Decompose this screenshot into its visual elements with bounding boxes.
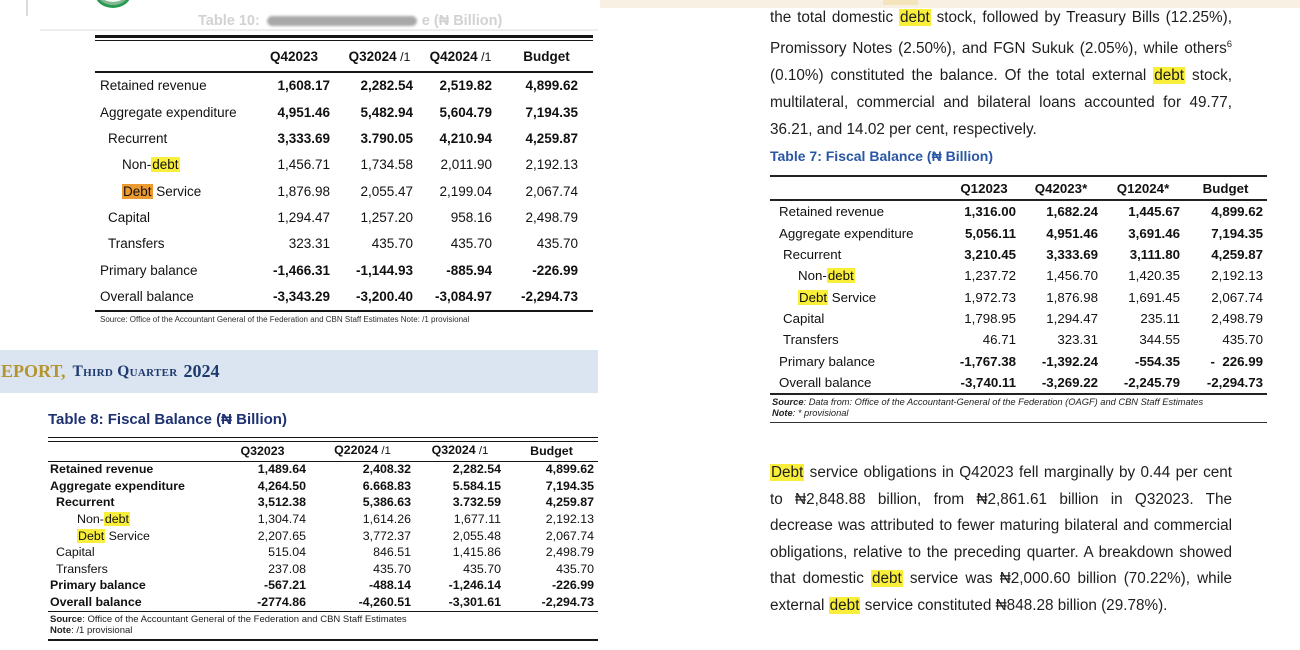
value-cell: - 226.99 bbox=[1210, 353, 1263, 369]
column-header: Budget bbox=[505, 441, 598, 461]
row-label bbox=[770, 244, 948, 265]
table-row bbox=[48, 561, 598, 578]
value-cell: 4,899.62 bbox=[545, 462, 594, 477]
row-label bbox=[48, 461, 215, 478]
table-row bbox=[95, 231, 593, 257]
report-quarter-label: Third Quarter bbox=[72, 362, 178, 380]
value-cell: 4,951.46 bbox=[277, 104, 330, 120]
fiscal-balance-table-7 bbox=[770, 175, 1267, 395]
text-segment: the total domestic bbox=[770, 9, 899, 26]
search-highlight: debt bbox=[899, 9, 930, 26]
value-cell: 435.70 bbox=[463, 561, 501, 576]
table-row bbox=[95, 205, 593, 231]
value-cell: 1,445.67 bbox=[1128, 204, 1180, 220]
table7-block bbox=[770, 175, 1267, 423]
value-cell: -3,301.61 bbox=[448, 595, 501, 610]
search-highlight: Debt bbox=[123, 183, 152, 199]
table-row bbox=[770, 200, 1267, 222]
text-segment: Non- bbox=[122, 157, 152, 173]
value-cell: 1,420.35 bbox=[1128, 268, 1180, 284]
value-cell: 1,257.20 bbox=[360, 210, 413, 226]
table-row bbox=[95, 152, 593, 178]
row-label bbox=[95, 258, 250, 284]
value-cell: 435.70 bbox=[371, 236, 413, 252]
label-column-header bbox=[48, 441, 215, 461]
column-header: Q32024 /1 bbox=[338, 41, 421, 73]
value-cell: 2,498.79 bbox=[525, 210, 578, 226]
paragraph-debt-stock bbox=[770, 4, 1232, 143]
text-segment: Capital bbox=[108, 210, 151, 226]
value-cell: 1,734.58 bbox=[360, 157, 413, 173]
value-cell: -1,392.24 bbox=[1041, 353, 1098, 369]
value-cell: 4,210.94 bbox=[439, 130, 492, 146]
row-label bbox=[95, 152, 250, 178]
row-label bbox=[48, 511, 215, 528]
value-cell: 5.584.15 bbox=[452, 478, 501, 493]
text-segment: Transfers bbox=[783, 332, 839, 348]
value-cell: 1,415.86 bbox=[452, 545, 501, 560]
text-segment: Overall balance bbox=[100, 289, 194, 305]
value-cell: 7,194.35 bbox=[545, 478, 594, 493]
value-cell: 435.70 bbox=[556, 561, 594, 576]
table10-title-suffix: e (₦ Billion) bbox=[421, 13, 503, 29]
table-row bbox=[48, 528, 598, 545]
value-cell: -3,343.29 bbox=[272, 289, 330, 305]
value-cell: -3,269.22 bbox=[1041, 375, 1098, 391]
value-cell: 2,207.65 bbox=[257, 528, 306, 543]
table-row bbox=[95, 258, 593, 284]
text-segment: service constituted ₦848.28 billion (29.78%). bbox=[860, 596, 1168, 614]
text-segment: stock, multilateral, commercial and bilateral loans accounted for 49.77, 36.21, and 14.02 per cent, respectively. bbox=[770, 67, 1233, 139]
report-year: 2024 bbox=[183, 361, 220, 381]
value-cell: 4,899.62 bbox=[525, 78, 578, 94]
text-segment: Service bbox=[105, 528, 150, 543]
text-segment: 6 bbox=[1226, 39, 1232, 50]
text-segment: Aggregate expenditure bbox=[100, 104, 237, 120]
row-label bbox=[95, 205, 250, 231]
report-header-band bbox=[0, 350, 598, 393]
text-segment: Primary balance bbox=[50, 578, 146, 593]
text-segment: Service bbox=[828, 289, 877, 305]
value-cell: 2,055.47 bbox=[360, 183, 413, 199]
value-cell: 2,192.13 bbox=[545, 512, 594, 527]
row-label bbox=[48, 495, 215, 512]
value-cell: 435.70 bbox=[1222, 332, 1263, 348]
table-row bbox=[48, 478, 598, 495]
value-cell: 4,259.87 bbox=[545, 495, 594, 510]
value-cell: 2,055.48 bbox=[452, 528, 501, 543]
value-cell: -488.14 bbox=[368, 578, 411, 593]
value-cell: 1,489.64 bbox=[257, 462, 306, 477]
value-cell: 1,798.95 bbox=[964, 311, 1016, 327]
text-segment: Transfers bbox=[108, 236, 165, 252]
text-segment: Capital bbox=[783, 311, 825, 327]
table-row bbox=[95, 72, 593, 99]
value-cell: 4,899.62 bbox=[1211, 204, 1263, 220]
value-cell: 2,011.90 bbox=[440, 157, 492, 173]
text-segment: Retained revenue bbox=[50, 462, 154, 477]
value-cell: 2,408.32 bbox=[362, 462, 411, 477]
value-cell: 3,512.38 bbox=[257, 495, 306, 510]
text-segment: Overall balance bbox=[50, 595, 142, 610]
table8-rule-wrap bbox=[48, 437, 598, 612]
table10-title-prefix: Table 10: bbox=[198, 13, 260, 29]
report-title-fragment: EPORT, bbox=[1, 361, 66, 381]
text-segment: Aggregate expenditure bbox=[50, 478, 185, 493]
value-cell: 6.668.83 bbox=[362, 478, 411, 493]
column-header: Q32024 /1 bbox=[415, 441, 505, 461]
paragraph-debt-service bbox=[770, 460, 1232, 619]
text-segment: Capital bbox=[56, 545, 95, 560]
value-cell: 1,237.72 bbox=[964, 268, 1016, 284]
row-label bbox=[770, 351, 948, 372]
table7-title: Table 7: Fiscal Balance (₦ Billion) bbox=[770, 148, 994, 164]
column-header: Q42024 /1 bbox=[421, 41, 500, 73]
text-segment: Note bbox=[50, 624, 72, 636]
text-segment: (0.10%) constituted the balance. Of the total external bbox=[770, 67, 1154, 85]
value-cell: 1,608.17 bbox=[277, 78, 330, 94]
text-segment: service was ₦2,000.60 billion (70.22%), while external bbox=[770, 570, 1232, 614]
value-cell: 1,876.98 bbox=[1046, 289, 1098, 305]
column-header: Q42023* bbox=[1020, 176, 1102, 200]
row-label bbox=[48, 478, 215, 495]
row-label bbox=[770, 265, 948, 286]
value-cell: -2774.86 bbox=[257, 595, 306, 610]
value-cell: 2,067.74 bbox=[525, 183, 578, 199]
table-row bbox=[48, 578, 598, 595]
search-highlight: debt bbox=[829, 596, 860, 614]
value-cell: 3.790.05 bbox=[360, 130, 413, 146]
value-cell: -226.99 bbox=[551, 578, 594, 593]
value-cell: 2,498.79 bbox=[1211, 311, 1263, 327]
search-highlight: debt bbox=[827, 268, 854, 284]
column-header: Q12023 bbox=[948, 176, 1020, 200]
text-segment: Source bbox=[50, 613, 83, 625]
table-row bbox=[770, 308, 1267, 329]
table-row bbox=[48, 461, 598, 478]
value-cell: 5,386.63 bbox=[362, 495, 411, 510]
table7-source-note bbox=[770, 395, 1267, 423]
value-cell: -2,245.79 bbox=[1123, 375, 1180, 391]
value-cell: 1,456.70 bbox=[1046, 268, 1098, 284]
search-highlight: debt bbox=[871, 570, 902, 587]
table8-note-line bbox=[50, 625, 598, 636]
value-cell: 46.71 bbox=[982, 332, 1016, 348]
table8-block bbox=[48, 411, 598, 641]
table7-note-line bbox=[772, 408, 1267, 419]
text-segment: Overall balance bbox=[779, 375, 872, 391]
value-cell: 2,498.79 bbox=[545, 545, 594, 560]
value-cell: -2,294.73 bbox=[541, 595, 594, 610]
row-label bbox=[770, 329, 948, 350]
value-cell: 4,264.50 bbox=[257, 478, 306, 493]
search-highlight: Debt bbox=[771, 464, 804, 481]
value-cell: -3,084.97 bbox=[434, 289, 492, 305]
table10-faint-title bbox=[198, 13, 598, 29]
text-segment: stock, followed by Treasury Bills (12.25%), Promissory Notes (2.50%), and FGN Sukuk (2.05%), while others bbox=[770, 9, 1233, 58]
value-cell: 2,192.13 bbox=[1211, 268, 1263, 284]
value-cell: 344.55 bbox=[1139, 332, 1180, 348]
value-cell: 7,194.35 bbox=[525, 104, 578, 120]
row-label bbox=[48, 578, 215, 595]
table8-source-line bbox=[50, 614, 598, 625]
column-header: Budget bbox=[1184, 176, 1267, 200]
row-label bbox=[48, 528, 215, 545]
search-highlight: Debt bbox=[799, 289, 828, 305]
text-segment: Recurrent bbox=[56, 495, 115, 510]
value-cell: -2,294.73 bbox=[520, 289, 578, 305]
value-cell: 2,282.54 bbox=[360, 78, 413, 94]
value-cell: 1,876.98 bbox=[277, 183, 330, 199]
value-cell: -1,246.14 bbox=[448, 578, 501, 593]
label-column-header bbox=[770, 176, 948, 200]
table-row bbox=[95, 126, 593, 152]
text-segment: Recurrent bbox=[108, 130, 168, 146]
table-row bbox=[770, 287, 1267, 308]
value-cell: 235.11 bbox=[1140, 311, 1180, 327]
value-cell: 4,259.87 bbox=[1211, 246, 1263, 262]
page-edge-line bbox=[26, 0, 28, 16]
value-cell: 3,772.37 bbox=[362, 528, 411, 543]
value-cell: -554.35 bbox=[1134, 353, 1180, 369]
value-cell: 1,691.45 bbox=[1128, 289, 1180, 305]
value-cell: 7,194.35 bbox=[1211, 225, 1263, 241]
column-header: Q42023 bbox=[250, 41, 338, 73]
table-row bbox=[770, 351, 1267, 372]
value-cell: -567.21 bbox=[263, 578, 306, 593]
search-highlight: Debt bbox=[78, 528, 105, 543]
table-row bbox=[95, 284, 593, 311]
table-row bbox=[770, 244, 1267, 265]
text-segment: Non- bbox=[77, 512, 104, 527]
value-cell: 3,691.46 bbox=[1128, 225, 1180, 241]
row-label bbox=[770, 372, 948, 394]
value-cell: -885.94 bbox=[446, 262, 492, 278]
row-label bbox=[770, 308, 948, 329]
value-cell: -3,740.11 bbox=[960, 375, 1016, 391]
value-cell: 1,316.00 bbox=[964, 204, 1016, 220]
value-cell: 846.51 bbox=[373, 545, 411, 560]
value-cell: 2,199.04 bbox=[439, 183, 492, 199]
search-highlight: debt bbox=[1154, 67, 1185, 85]
value-cell: 3,333.69 bbox=[277, 130, 330, 146]
row-label bbox=[95, 126, 250, 152]
table8-source-note bbox=[48, 612, 598, 641]
table-row bbox=[770, 329, 1267, 350]
table-row bbox=[48, 594, 598, 611]
text-segment: Transfers bbox=[56, 561, 108, 576]
value-cell: 237.08 bbox=[268, 561, 306, 576]
text-segment: Service bbox=[152, 183, 202, 199]
column-header: Budget bbox=[500, 41, 593, 73]
value-cell: 2,519.82 bbox=[439, 78, 492, 94]
fiscal-balance-table-10 bbox=[95, 40, 593, 312]
value-cell: 1,682.24 bbox=[1046, 204, 1098, 220]
table-row bbox=[770, 265, 1267, 286]
page-fold-line bbox=[40, 29, 598, 31]
text-segment: : * provisional bbox=[792, 408, 849, 419]
row-label bbox=[770, 222, 948, 243]
column-header: Q22024 /1 bbox=[310, 441, 415, 461]
header-row bbox=[48, 441, 598, 461]
search-highlight: debt bbox=[152, 157, 179, 173]
column-header: Q12024* bbox=[1102, 176, 1184, 200]
value-cell: 5,604.79 bbox=[439, 104, 492, 120]
search-highlight: debt bbox=[104, 512, 129, 527]
value-cell: 3.732.59 bbox=[452, 495, 501, 510]
row-label bbox=[48, 544, 215, 561]
row-label bbox=[95, 72, 250, 99]
value-cell: 3,111.80 bbox=[1129, 246, 1180, 262]
value-cell: 4,951.46 bbox=[1046, 225, 1098, 241]
label-column-header bbox=[95, 41, 250, 73]
value-cell: 2,067.74 bbox=[545, 528, 594, 543]
text-segment: Aggregate expenditure bbox=[779, 225, 914, 241]
value-cell: 515.04 bbox=[268, 545, 306, 560]
row-label bbox=[95, 284, 250, 311]
text-segment: Recurrent bbox=[783, 246, 842, 262]
value-cell: -2,294.73 bbox=[1206, 375, 1263, 391]
value-cell: -1,466.31 bbox=[272, 262, 330, 278]
row-label bbox=[48, 561, 215, 578]
table-row bbox=[48, 495, 598, 512]
value-cell: 435.70 bbox=[536, 236, 578, 252]
value-cell: 4,259.87 bbox=[525, 130, 578, 146]
column-header: Q32023 bbox=[215, 441, 310, 461]
table10-source-note: Source: Office of the Accountant General of the Federation and CBN Staff Estimates Note: /1 provisional bbox=[100, 315, 470, 325]
text-segment: : Office of the Accountant General of the Federation and CBN Staff Estimates bbox=[82, 613, 407, 625]
value-cell: 323.31 bbox=[1057, 332, 1098, 348]
text-segment: Source bbox=[772, 397, 804, 408]
row-label bbox=[770, 287, 948, 308]
value-cell: 1,294.47 bbox=[1046, 311, 1098, 327]
cbn-logo-partial-icon bbox=[95, 0, 131, 8]
value-cell: 2,282.54 bbox=[452, 462, 501, 477]
redaction-smudge bbox=[267, 16, 417, 26]
text-segment: Primary balance bbox=[100, 262, 198, 278]
table-row bbox=[95, 99, 593, 125]
value-cell: 1,677.11 bbox=[453, 512, 501, 527]
table-row bbox=[95, 179, 593, 205]
header-row bbox=[770, 176, 1267, 200]
table-row bbox=[48, 511, 598, 528]
value-cell: 2,067.74 bbox=[1211, 289, 1263, 305]
table-row bbox=[770, 222, 1267, 243]
value-cell: 1,614.26 bbox=[362, 512, 411, 527]
text-segment: : Data from: Office of the Accountant-General of the Federation (OAGF) and CBN Staff Estimates bbox=[803, 397, 1204, 408]
table-row bbox=[770, 372, 1267, 394]
value-cell: 3,210.45 bbox=[964, 246, 1016, 262]
table10-block bbox=[95, 35, 593, 324]
row-label bbox=[95, 179, 250, 205]
text-segment: service obligations in Q42023 fell marginally by 0.44 per cent to ₦2,848.88 billion, from ₦2,861.61 billion in Q32023. The decrease was attributed to fewer maturing bilateral and commercial obligations, relative to the preceding quarter. A breakdown showed that domestic bbox=[770, 464, 1232, 587]
value-cell: 5,056.11 bbox=[964, 225, 1016, 241]
row-label bbox=[95, 99, 250, 125]
table-row bbox=[48, 544, 598, 561]
value-cell: -1,144.93 bbox=[355, 262, 413, 278]
table7-source-line bbox=[772, 397, 1267, 408]
value-cell: 1,304.74 bbox=[257, 512, 306, 527]
value-cell: 2,192.13 bbox=[525, 157, 578, 173]
value-cell: -226.99 bbox=[532, 262, 578, 278]
text-segment: Retained revenue bbox=[779, 204, 884, 220]
table8-title: Table 8: Fiscal Balance (₦ Billion) bbox=[48, 411, 287, 428]
value-cell: 435.70 bbox=[450, 236, 492, 252]
value-cell: 1,294.47 bbox=[277, 210, 330, 226]
value-cell: 323.31 bbox=[288, 236, 330, 252]
value-cell: 5,482.94 bbox=[360, 104, 413, 120]
value-cell: 1,972.73 bbox=[964, 289, 1016, 305]
text-segment: Note bbox=[772, 408, 793, 419]
text-segment: Retained revenue bbox=[100, 78, 207, 94]
value-cell: 3,333.69 bbox=[1046, 246, 1098, 262]
fiscal-balance-table-8 bbox=[48, 441, 598, 612]
row-label bbox=[770, 200, 948, 222]
text-segment: Non- bbox=[798, 268, 827, 284]
value-cell: 958.16 bbox=[450, 210, 492, 226]
value-cell: 1,456.71 bbox=[277, 157, 330, 173]
text-segment: : /1 provisional bbox=[71, 624, 133, 636]
text-segment: Primary balance bbox=[779, 353, 876, 369]
value-cell: -3,200.40 bbox=[355, 289, 413, 305]
value-cell: -1,767.38 bbox=[959, 353, 1016, 369]
value-cell: 435.70 bbox=[373, 561, 411, 576]
row-label bbox=[95, 231, 250, 257]
header-row bbox=[95, 41, 593, 73]
value-cell: -4,260.51 bbox=[358, 595, 411, 610]
row-label bbox=[48, 594, 215, 611]
